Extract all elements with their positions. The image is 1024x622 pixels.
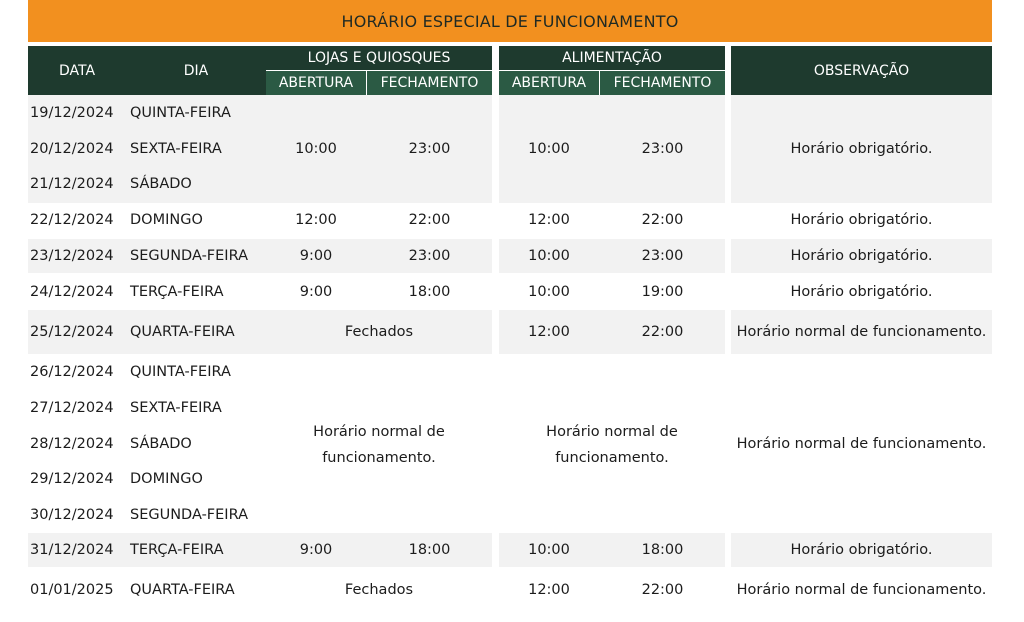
lojas-fechamento-cell: 23:00: [408, 141, 451, 157]
observacao-cell: Horário obrigatório.: [790, 212, 933, 228]
day-cell: DOMINGO: [130, 471, 203, 487]
alimentacao-merged-cell: Horário normal de funcionamento.: [546, 424, 678, 466]
day-cell: SÁBADO: [130, 436, 192, 452]
alimentacao-fechamento-cell: 22:00: [641, 582, 684, 598]
lojas-abertura-cell: 9:00: [299, 542, 333, 558]
header-dia: DIA: [126, 46, 266, 95]
date-cell: 25/12/2024: [30, 324, 114, 340]
date-cell: 21/12/2024: [30, 176, 114, 192]
date-cell: 28/12/2024: [30, 436, 114, 452]
header-data: DATA: [28, 46, 126, 95]
day-cell: DOMINGO: [130, 212, 203, 228]
alimentacao-abertura-cell: 12:00: [528, 582, 570, 598]
alimentacao-fechamento-cell: 23:00: [641, 141, 684, 157]
date-cell: 19/12/2024: [30, 105, 114, 121]
day-cell: QUINTA-FEIRA: [130, 364, 231, 380]
lojas-abertura-cell: 9:00: [299, 248, 333, 264]
date-cell: 20/12/2024: [30, 141, 114, 157]
date-cell: 24/12/2024: [30, 284, 114, 300]
day-cell: SEGUNDA-FEIRA: [130, 507, 248, 523]
lojas-abertura-cell: 12:00: [295, 212, 337, 228]
date-cell: 23/12/2024: [30, 248, 114, 264]
observacao-cell: Horário obrigatório.: [790, 248, 933, 264]
date-cell: 27/12/2024: [30, 400, 114, 416]
day-cell: QUARTA-FEIRA: [130, 324, 235, 340]
lojas-fechamento-cell: 18:00: [408, 284, 451, 300]
lojas-abertura-cell: 9:00: [299, 284, 333, 300]
alimentacao-fechamento-cell: 22:00: [641, 324, 684, 340]
date-cell: 31/12/2024: [30, 542, 114, 558]
day-cell: SEXTA-FEIRA: [130, 400, 222, 416]
day-cell: SÁBADO: [130, 176, 192, 192]
lojas-fechamento-cell: 18:00: [408, 542, 451, 558]
date-cell: 26/12/2024: [30, 364, 114, 380]
observacao-cell: Horário normal de funcionamento.: [736, 436, 987, 452]
table-title: HORÁRIO ESPECIAL DE FUNCIONAMENTO: [28, 0, 992, 42]
day-cell: QUARTA-FEIRA: [130, 582, 235, 598]
date-cell: 30/12/2024: [30, 507, 114, 523]
lojas-merged-cell: Horário normal de funcionamento.: [313, 424, 445, 466]
day-cell: TERÇA-FEIRA: [130, 542, 224, 558]
alimentacao-fechamento-cell: 23:00: [641, 248, 684, 264]
observacao-cell: Horário normal de funcionamento.: [736, 324, 987, 340]
alimentacao-abertura-cell: 12:00: [528, 324, 570, 340]
date-cell: 01/01/2025: [30, 582, 114, 598]
date-cell: 29/12/2024: [30, 471, 114, 487]
header-lojas: LOJAS E QUIOSQUES: [266, 46, 492, 70]
lojas-fechamento-cell: 22:00: [408, 212, 451, 228]
alimentacao-fechamento-cell: 18:00: [641, 542, 684, 558]
alimentacao-abertura-cell: 10:00: [528, 542, 570, 558]
header-lojas-abertura: ABERTURA: [266, 71, 366, 95]
alimentacao-abertura-cell: 10:00: [528, 141, 570, 157]
day-cell: QUINTA-FEIRA: [130, 105, 231, 121]
alimentacao-fechamento-cell: 19:00: [641, 284, 684, 300]
observacao-cell: Horário obrigatório.: [790, 542, 933, 558]
observacao-cell: Horário obrigatório.: [790, 141, 933, 157]
header-alimentacao: ALIMENTAÇÃO: [499, 46, 725, 70]
header-alimentacao-fechamento: FECHAMENTO: [600, 71, 725, 95]
alimentacao-abertura-cell: 10:00: [528, 284, 570, 300]
alimentacao-abertura-cell: 12:00: [528, 212, 570, 228]
header-observacao: OBSERVAÇÃO: [731, 46, 992, 95]
day-cell: SEXTA-FEIRA: [130, 141, 222, 157]
alimentacao-fechamento-cell: 22:00: [641, 212, 684, 228]
date-cell: 22/12/2024: [30, 212, 114, 228]
observacao-cell: Horário normal de funcionamento.: [736, 582, 987, 598]
lojas-merged-cell: Fechados: [344, 324, 414, 340]
day-cell: TERÇA-FEIRA: [130, 284, 224, 300]
day-cell: SEGUNDA-FEIRA: [130, 248, 248, 264]
header-alimentacao-abertura: ABERTURA: [499, 71, 599, 95]
lojas-fechamento-cell: 23:00: [408, 248, 451, 264]
observacao-cell: Horário obrigatório.: [790, 284, 933, 300]
alimentacao-abertura-cell: 10:00: [528, 248, 570, 264]
lojas-abertura-cell: 10:00: [295, 141, 337, 157]
lojas-merged-cell: Fechados: [344, 582, 414, 598]
header-lojas-fechamento: FECHAMENTO: [367, 71, 492, 95]
